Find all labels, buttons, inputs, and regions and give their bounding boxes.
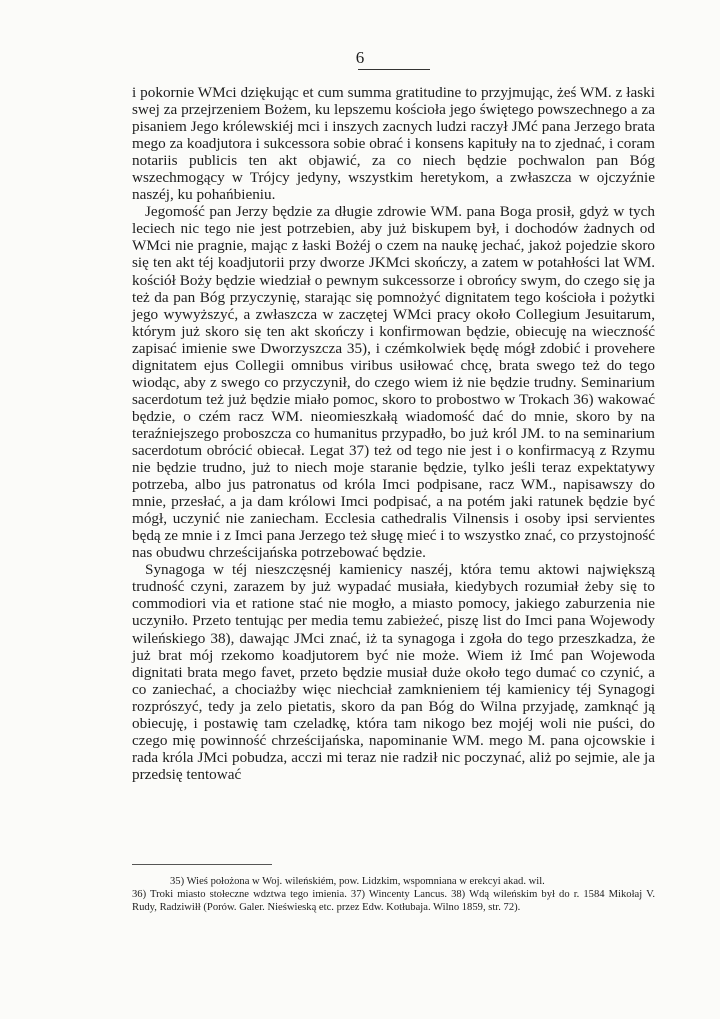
paragraph-synagoga: Synagoga w téj nieszczęsnéj kamienicy naszéj, która temu aktowi największą trudność czyni, zarazem by już wypadać musiała, kiedybych rozumiał żeby się to commodiori via et ratione stać nie mogło, a miasto pomocy, jakiego zaburzenia nie uczyniło. Przeto tentując per media temu zabieżeć, piszę list do Imci pana Wojewody wileńskiego 38), dawając JMci znać, iż ta synagoga i zgoła do tego przeszkadza, że już brat mój rzekomo koadjutorem być nie może. Wiem iż Imć pan Wojewoda dignitati brata mego favet, przeto będzie musiał duże około tego dumać co czynić, a co zaniechać, a chociażby więc niechciał zamknieniem téj kamienicy téj Synagogi rozprószyć, tedy ja zelo pietatis, skoro da pan Bóg do Wilna przyjadę, zamknąć ją obiecuję, i postawię tam czeladkę, która tam nikogo bez mojéj woli nie puści, do czego mię powinność chrześcijańska, napominanie WM. mego M. pana ojcowskie i rada króla JMci pobudza, acczi mi teraz nie radził nic poczynać, aliż po sejmie, ale ja przedsię tentować <box>132 561 655 783</box>
body-text <box>132 84 655 783</box>
page-number-rule <box>358 69 430 70</box>
footnote-36-38: 36) Troki miasto stołeczne wdztwa tego imienia. 37) Wincenty Lancus. 38) Wdą wileńskim był do r. 1584 Mikołaj V. Rudy, Radziwiłł (Porów. Galer. Nieświeską etc. przez Edw. Kotłubaja. Wilno 1859, str. 72). <box>132 888 655 913</box>
footnotes <box>132 876 655 914</box>
page-number: 6 <box>355 48 365 67</box>
footnote-35: 35) Wieś położona w Woj. wileńskiém, pow. Lidzkim, wspomniana w erekcyi akad. wil. <box>170 876 545 887</box>
paragraph-jerzy: Jegomość pan Jerzy będzie za długie zdrowie WM. pana Boga prosił, gdyż w tych leciech nic tego nie jest potrzebien, aby już biskupem był, i dochodów żadnych od WMci nie pragnie, mając z łaski Bożéj o czem na naukę jechać, jakoż pojedzie skoro się ten akt téj koadjutorii przy dworze JKMci skończy, a zatem w potahłości lat WM. kościół Boży będzie wiedział o pewnym sukcessorze i obrońcy swym, do czego się ja też da pan Bóg przyczynię, starając się pomnożyć dignitatem tego kościoła i pożytki jego wywyższyć, a zwłaszcza w zaczętej WMci pracy około Collegium Jesuitarum, którym już skoro się ten akt skończy i konfirmowan będzie, obiecuję na wieczność zapisać imienie swe Dworzyszcza 35), i czémkolwiek będę mógł zdobić i provehere dignitatem ejus Collegii omnibus viribus usiłować chcę, brata swego też do tego wiodąc, aby z swego co przyczynił, do czego wiem iż nie będzie trudny. Seminarium sacerdotum też już będzie miało pomoc, skoro to probostwo w Trokach 36) wakować będzie, o czém racz WM. nieomieszkałą wiadomość dać do mnie, skoro by na teraźniejszego proboszcza co humanitus przypadło, bo już król JM. to na seminarium sacerdotum obrócić obiecał. Legat 37) też od tego nie jest i o konfirmacyą z Rzymu nie będzie trudno, już to niech moje staranie będzie, tylko jeśli teraz expektatywy potrzeba, albo jus patronatus od króla Imci podpisane, racz WM., napisawszy do mnie, przesłać, a ja dam królowi Imci podpisać, a na potém jaki ratunek będzie być mógł, uczynić nie zaniecham. Ecclesia cathedralis Vilnensis i osoby ipsi servientes będą ze mnie i z Imci pana Jerzego też sługę mieć i to wszystko znać, co przystojność nas obudwu chrześcijańska potrzebować będzie. <box>132 203 655 562</box>
footnote-divider <box>132 864 272 865</box>
paragraph-continuation: i pokornie WMci dziękując et cum summa gratitudine to przyjmując, żeś WM. z łaski swej za przejrzeniem Bożem, ku lepszemu kościoła jego świętego powszechnego a za pisaniem Jego królewskiéj mci i inszych zacnych ludzi raczył JMć pana Jerzego brata mego za koadjutora i sukcessora sobie obrać i konsens kapituły na to zjednać, i coram notariis publicis ten akt objawić, za co niech będzie pochwalon pan Bóg wszechmogący w Trójcy jedyny, wszystkim heretykom, a zwłaszcza w ojczyźnie naszéj, ku pohańbieniu. <box>132 84 655 204</box>
